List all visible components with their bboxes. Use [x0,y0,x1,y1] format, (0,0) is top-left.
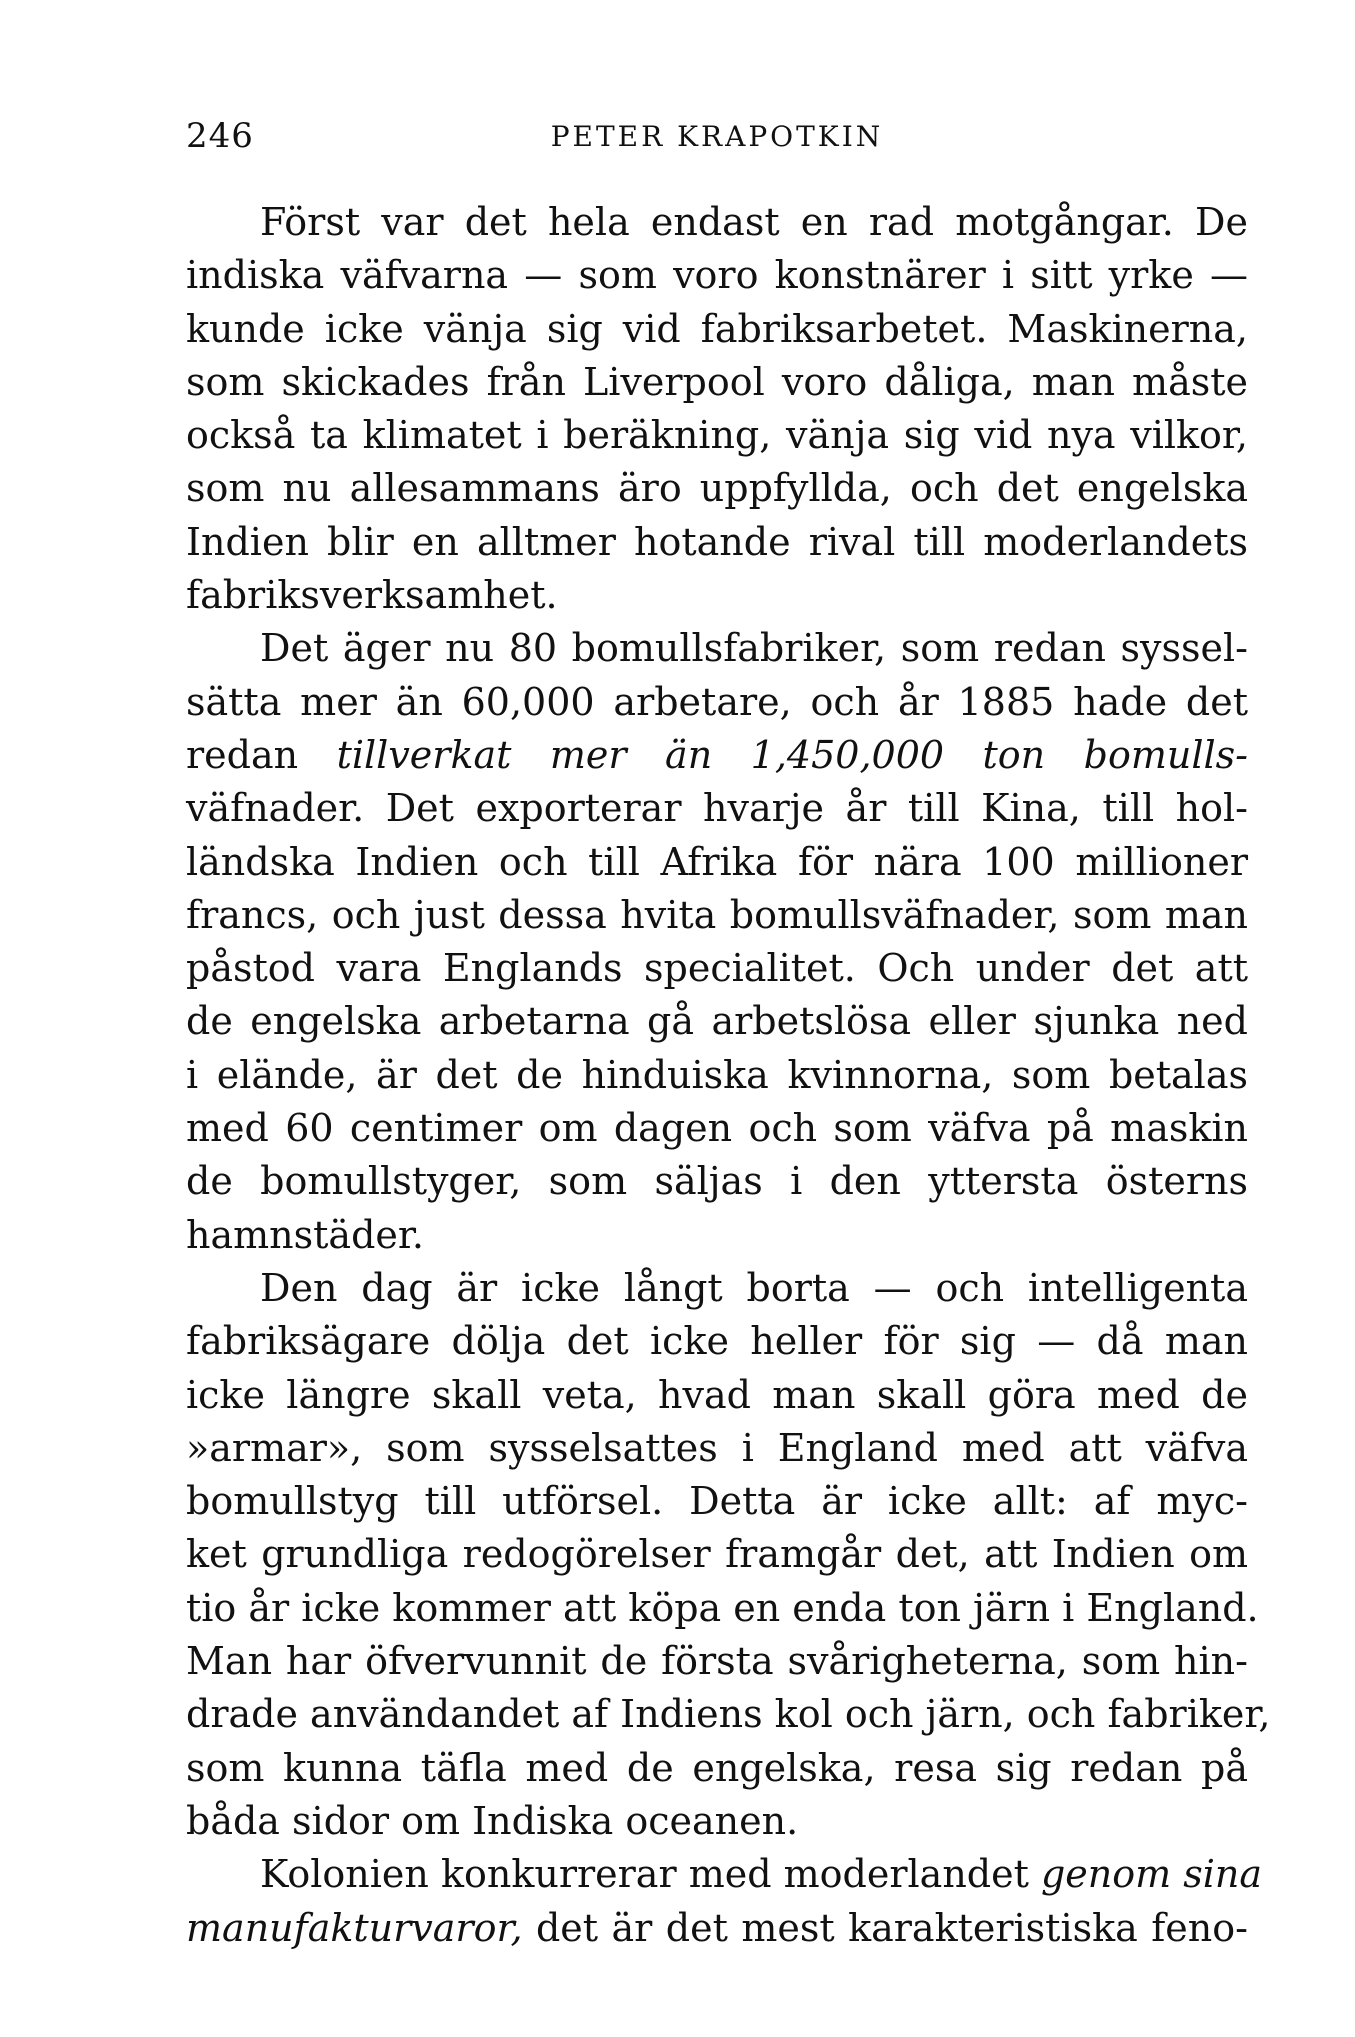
text-line: Man har öfvervunnit de första svårigheterna, som hin- [186,1639,1248,1684]
text-line: indiska väfvarna — som voro konstnärer i sitt yrke — [186,253,1248,298]
text-line: båda sidor om Indiska oceanen. [186,1798,799,1843]
paragraph-2 [186,622,1248,1262]
paragraph-1 [186,196,1248,622]
text-fragment: Kolonien konkurrerar med moderlandet [260,1852,1029,1897]
text-line: Först var det hela endast en rad motgångar. De [260,200,1248,244]
text-line: hamnstäder. [186,1212,424,1257]
text-line: som skickades från Liverpool voro dåliga, man måste [186,359,1248,404]
paragraph-3 [186,1262,1271,1848]
text-line: väfnader. Det exporterar hvarje år till Kina, till hol- [186,786,1248,831]
text-line: ländska Indien och till Afrika för nära 100 millioner [186,839,1248,884]
text-line: med 60 centimer om dagen och som väfva på maskin [186,1106,1248,1151]
text-line: kunde icke vänja sig vid fabriksarbetet. Maskinerna, [186,306,1248,351]
text-line: påstod vara Englands specialitet. Och under det att [186,946,1248,991]
text-line: sätta mer än 60,000 arbetare, och år 1885 hade det [186,679,1248,724]
text-line [186,1848,1263,1901]
paragraph-4 [186,1848,1263,1955]
text-line: fabriksverksamhet. [186,573,558,618]
text-fragment: det är det mest karakteristiska feno- [535,1905,1248,1950]
body-text [186,196,1271,1955]
text-line: »armar», som sysselsattes i England med att väfva [186,1425,1248,1470]
text-line: ket grundliga redogörelser framgår det, att Indien om [186,1532,1248,1577]
text-line: tio år icke kommer att köpa en enda ton järn i England. [186,1585,1259,1630]
text-line: Den dag är icke långt borta — och intelligenta [260,1265,1248,1310]
running-title: PETER KRAPOTKIN [550,120,884,153]
text-line: Det äger nu 80 bomullsfabriker, som redan syssel- [260,626,1248,671]
text-line: de bomullstyger, som säljas i den yttersta österns [186,1159,1248,1204]
text-line: Indien blir en alltmer hotande rival till moderlandets [186,519,1248,564]
text-line [186,729,1248,782]
italic-text: genom sina [1040,1852,1263,1897]
text-line: de engelska arbetarna gå arbetslösa eller sjunka ned [186,999,1248,1044]
text-line: icke längre skall veta, hvad man skall göra med de [186,1372,1248,1417]
text-line: också ta klimatet i beräkning, vänja sig vid nya vilkor, [186,413,1248,458]
text-line: som kunna täfla med de engelska, resa sig redan på [186,1745,1248,1790]
text-fragment: redan [186,732,299,777]
italic-text: tillverkat mer än 1,450,000 ton bomulls- [336,732,1248,777]
page-header [186,116,1248,160]
page-number: 246 [186,116,254,156]
text-line: som nu allesammans äro uppfyllda, och det engelska [186,466,1248,511]
text-line: fabriksägare dölja det icke heller för sig — då man [186,1319,1248,1364]
text-line: drade användandet af Indiens kol och järn, och fabriker, [186,1692,1271,1737]
text-line [186,1902,1248,1955]
text-line: bomullstyg till utförsel. Detta är icke allt: af myc- [186,1479,1248,1524]
text-line: francs, och just dessa hvita bomullsväfnader, som man [186,892,1248,937]
text-line: i elände, är det de hinduiska kvinnorna, som betalas [186,1052,1248,1097]
italic-text: manufakturvaror, [186,1905,523,1950]
